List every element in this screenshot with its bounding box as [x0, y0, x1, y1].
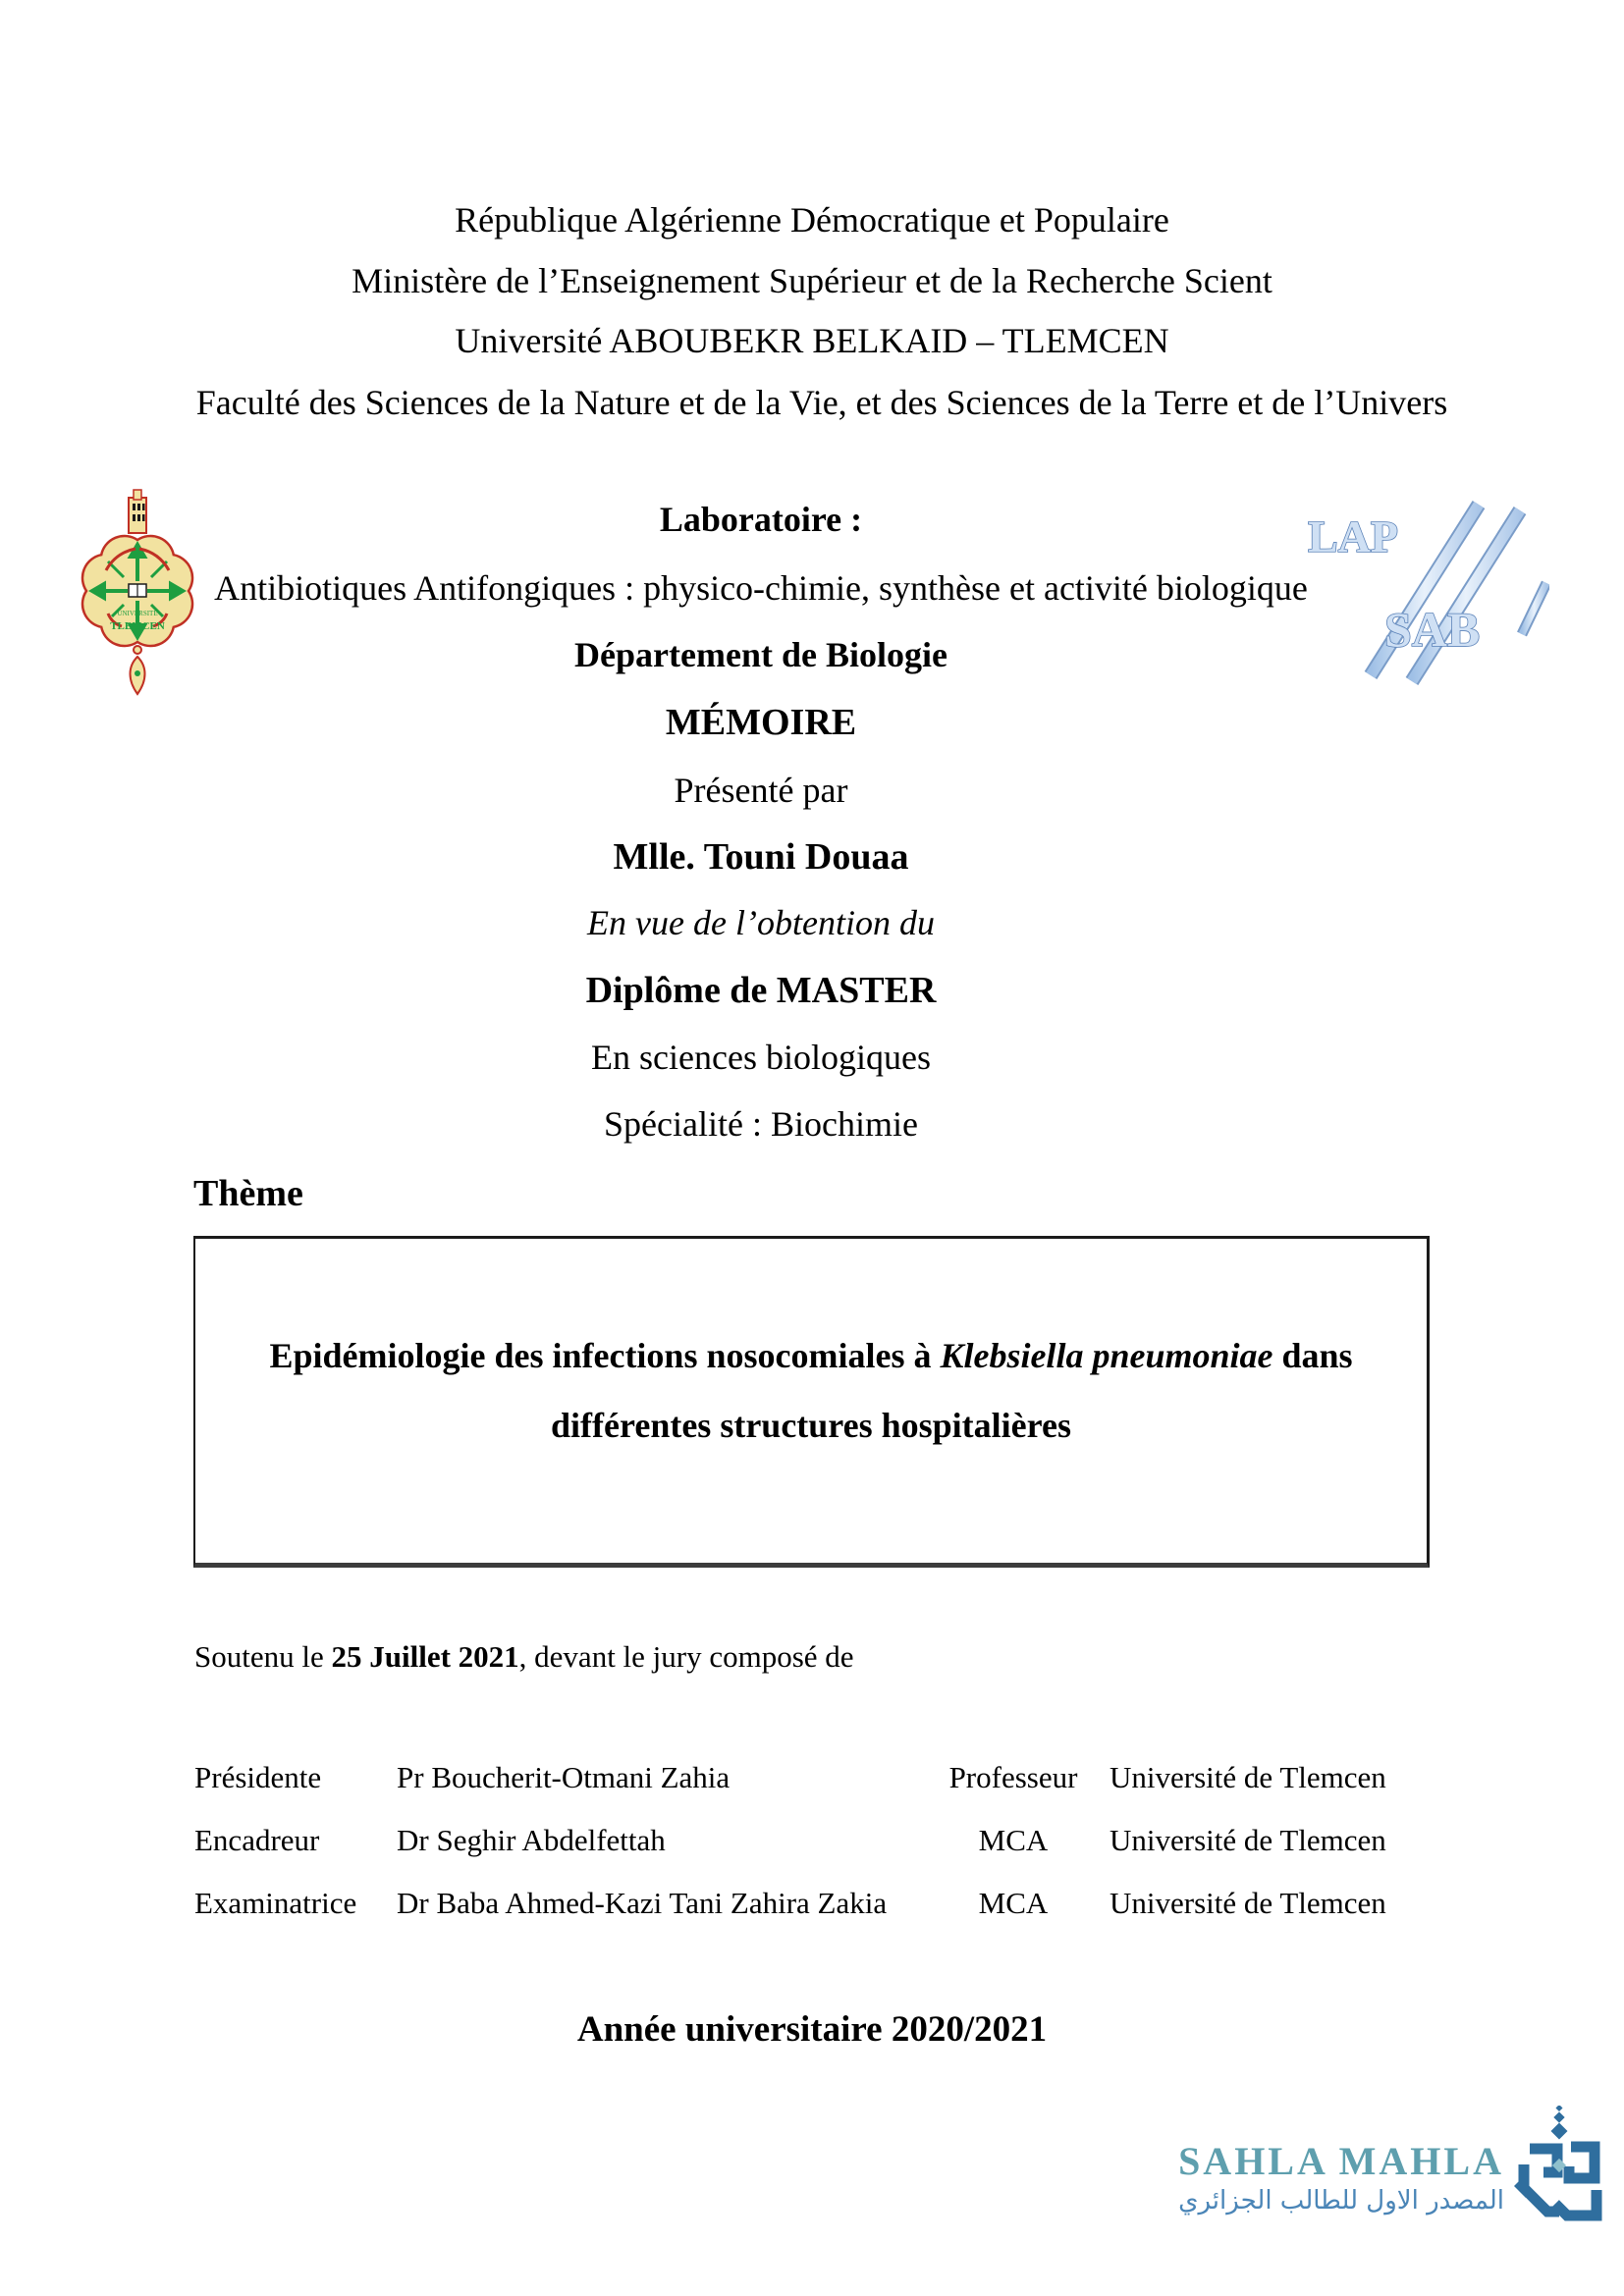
defense-prefix: Soutenu le	[194, 1639, 332, 1674]
jury-name: Dr Baba Ahmed-Kazi Tani Zahira Zakia	[397, 1886, 888, 1920]
jury-role: Présidente	[194, 1760, 322, 1794]
emblem-text-universite: UNIVERSITE	[117, 610, 158, 617]
header-ministry-line: Ministère de l’Enseignement Supérieur et de la Recherche Scient	[352, 261, 1272, 300]
lapsab-text-lap: LAP	[1308, 511, 1398, 561]
laboratory-label: Laboratoire :	[659, 500, 863, 539]
sahla-mahla-text	[1178, 2138, 1504, 2216]
jury-table	[194, 1760, 1432, 1949]
sahla-mahla-title: SAHLA MAHLA	[1178, 2139, 1504, 2183]
table-row	[194, 1823, 1432, 1886]
diploma-line: Diplôme de MASTER	[585, 970, 937, 1011]
theme-title	[195, 1321, 1427, 1461]
theme-title-suffix: dans	[1272, 1336, 1353, 1375]
department-line: Département de Biologie	[574, 635, 947, 674]
theme-box	[193, 1236, 1430, 1568]
jury-role: Encadreur	[194, 1823, 320, 1857]
theme-title-prefix: Epidémiologie des infections nosocomiales à	[269, 1336, 941, 1375]
table-row	[194, 1760, 1432, 1823]
theme-label: Thème	[193, 1173, 303, 1214]
field-line: En sciences biologiques	[591, 1038, 931, 1077]
jury-name: Pr Boucherit-Otmani Zahia	[397, 1760, 731, 1794]
jury-grade: Professeur	[948, 1760, 1078, 1794]
jury-university: Université de Tlemcen	[1110, 1886, 1386, 1920]
defense-date: 25 Juillet 2021	[331, 1639, 519, 1674]
academic-year: Année universitaire 2020/2021	[576, 2009, 1048, 2050]
table-row	[194, 1886, 1432, 1949]
header-university-line: Université ABOUBEKR BELKAID – TLEMCEN	[455, 321, 1169, 360]
purpose-line: En vue de l’obtention du	[587, 903, 935, 942]
header-republic-line: République Algérienne Démocratique et Populaire	[455, 200, 1169, 240]
jury-grade: MCA	[978, 1886, 1049, 1920]
jury-university: Université de Tlemcen	[1110, 1760, 1386, 1794]
laboratory-name: Antibiotiques Antifongiques : physico-chimie, synthèse et activité biologique	[214, 568, 1308, 608]
emblem-diamonds	[1551, 2106, 1568, 2139]
emblem-text-tlemcen: TLEMCEN	[110, 620, 165, 632]
lapsab-text-sab: SAB	[1384, 602, 1481, 657]
theme-title-line2: différentes structures hospitalières	[551, 1406, 1071, 1445]
specialty-line: Spécialité : Biochimie	[604, 1104, 918, 1144]
sahla-mahla-subtitle-arabic: المصدر الاول للطالب الجزائري	[1178, 2186, 1504, 2216]
jury-name: Dr Seghir Abdelfettah	[397, 1823, 666, 1857]
memoire-title: MÉMOIRE	[665, 702, 857, 743]
defense-line	[194, 1639, 854, 1675]
jury-university: Université de Tlemcen	[1110, 1823, 1386, 1857]
sahla-kufic-emblem-icon	[1514, 2106, 1604, 2225]
defense-suffix: , devant le jury composé de	[518, 1639, 854, 1674]
header-faculty-line: Faculté des Sciences de la Nature et de la Vie, et des Sciences de la Terre et de l’Univers	[195, 383, 1448, 422]
jury-grade: MCA	[978, 1823, 1049, 1857]
theme-title-line1	[195, 1321, 1427, 1391]
presented-by-label: Présenté par	[674, 771, 848, 810]
sahla-mahla-logo	[982, 2106, 1624, 2243]
author-name: Mlle. Touni Douaa	[613, 836, 909, 878]
theme-title-species: Klebsiella pneumoniae	[940, 1336, 1273, 1375]
emblem-kufic-maze	[1524, 2147, 1597, 2216]
jury-role: Examinatrice	[194, 1886, 357, 1920]
